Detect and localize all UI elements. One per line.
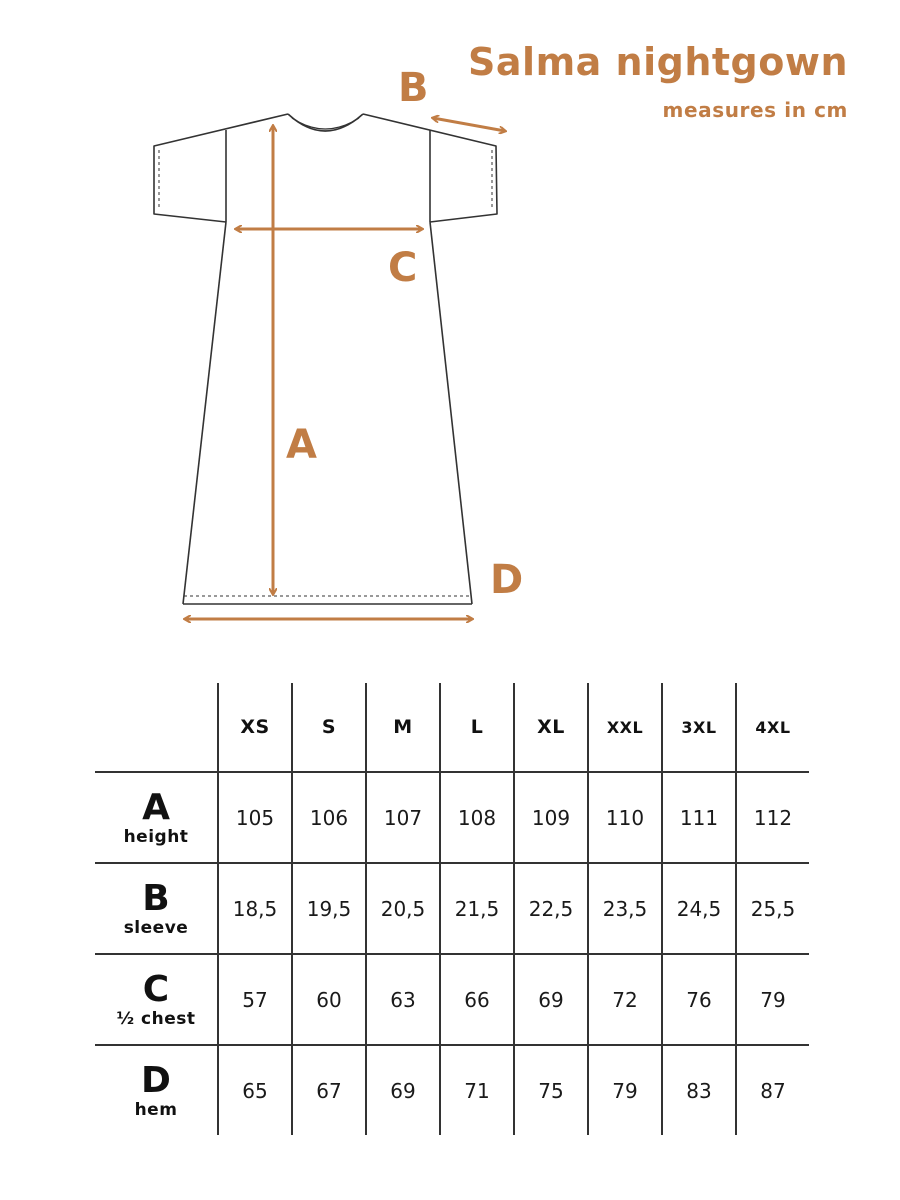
table-cell: 67	[292, 1045, 366, 1135]
table-row	[95, 772, 809, 863]
table-cell: 19,5	[292, 863, 366, 954]
row-letter: B	[142, 877, 170, 919]
table-cell: 108	[440, 772, 514, 863]
row-letter: D	[141, 1059, 171, 1101]
table-cell: 79	[736, 954, 809, 1045]
table-cell: 72	[588, 954, 662, 1045]
row-desc: height	[123, 826, 189, 847]
table-cell: 87	[736, 1045, 809, 1135]
row-letter: C	[142, 968, 170, 1010]
table-cell: 57	[218, 954, 292, 1045]
table-cell: 79	[588, 1045, 662, 1135]
label-c: C	[388, 245, 418, 291]
table-cell: 107	[366, 772, 440, 863]
label-a: A	[286, 422, 317, 468]
row-letter: A	[142, 786, 170, 828]
row-header-c	[95, 954, 218, 1045]
label-d: D	[490, 557, 524, 603]
table-cell: 112	[736, 772, 809, 863]
table-cell: 69	[366, 1045, 440, 1135]
row-desc: hem	[134, 1099, 178, 1120]
table-cell: 106	[292, 772, 366, 863]
size-xxl: XXL	[588, 683, 662, 772]
table-cell: 20,5	[366, 863, 440, 954]
table-cell: 60	[292, 954, 366, 1045]
header-corner	[95, 683, 218, 772]
table-row	[95, 954, 809, 1045]
table-row	[95, 1045, 809, 1135]
table-cell: 21,5	[440, 863, 514, 954]
table-cell: 75	[514, 1045, 588, 1135]
table-cell: 24,5	[662, 863, 736, 954]
size-3xl: 3XL	[662, 683, 736, 772]
size-l: L	[440, 683, 514, 772]
size-s: S	[292, 683, 366, 772]
table-cell: 18,5	[218, 863, 292, 954]
size-chart-table	[95, 683, 809, 1135]
units-subtitle: measures in cm	[662, 98, 848, 122]
measurement-arrows	[185, 118, 505, 619]
table-cell: 111	[662, 772, 736, 863]
table-cell: 76	[662, 954, 736, 1045]
row-header-b	[95, 863, 218, 954]
row-desc: sleeve	[123, 917, 189, 938]
table-cell: 69	[514, 954, 588, 1045]
size-4xl: 4XL	[736, 683, 809, 772]
arrow-b-sleeve	[433, 118, 505, 131]
table-cell: 71	[440, 1045, 514, 1135]
table-cell: 109	[514, 772, 588, 863]
row-header-d	[95, 1045, 218, 1135]
table-cell: 66	[440, 954, 514, 1045]
table-cell: 83	[662, 1045, 736, 1135]
table-cell: 25,5	[736, 863, 809, 954]
table-cell: 105	[218, 772, 292, 863]
label-b: B	[398, 65, 429, 111]
table-row	[95, 863, 809, 954]
row-header-a	[95, 772, 218, 863]
product-title: Salma nightgown	[468, 40, 848, 84]
table-cell: 22,5	[514, 863, 588, 954]
size-xl: XL	[514, 683, 588, 772]
table-cell: 110	[588, 772, 662, 863]
table-cell: 63	[366, 954, 440, 1045]
garment-outline	[154, 114, 497, 604]
table-cell: 23,5	[588, 863, 662, 954]
size-xs: XS	[218, 683, 292, 772]
row-desc: ½ chest	[116, 1008, 196, 1029]
size-header-row	[95, 683, 809, 772]
table-cell: 65	[218, 1045, 292, 1135]
size-m: M	[366, 683, 440, 772]
